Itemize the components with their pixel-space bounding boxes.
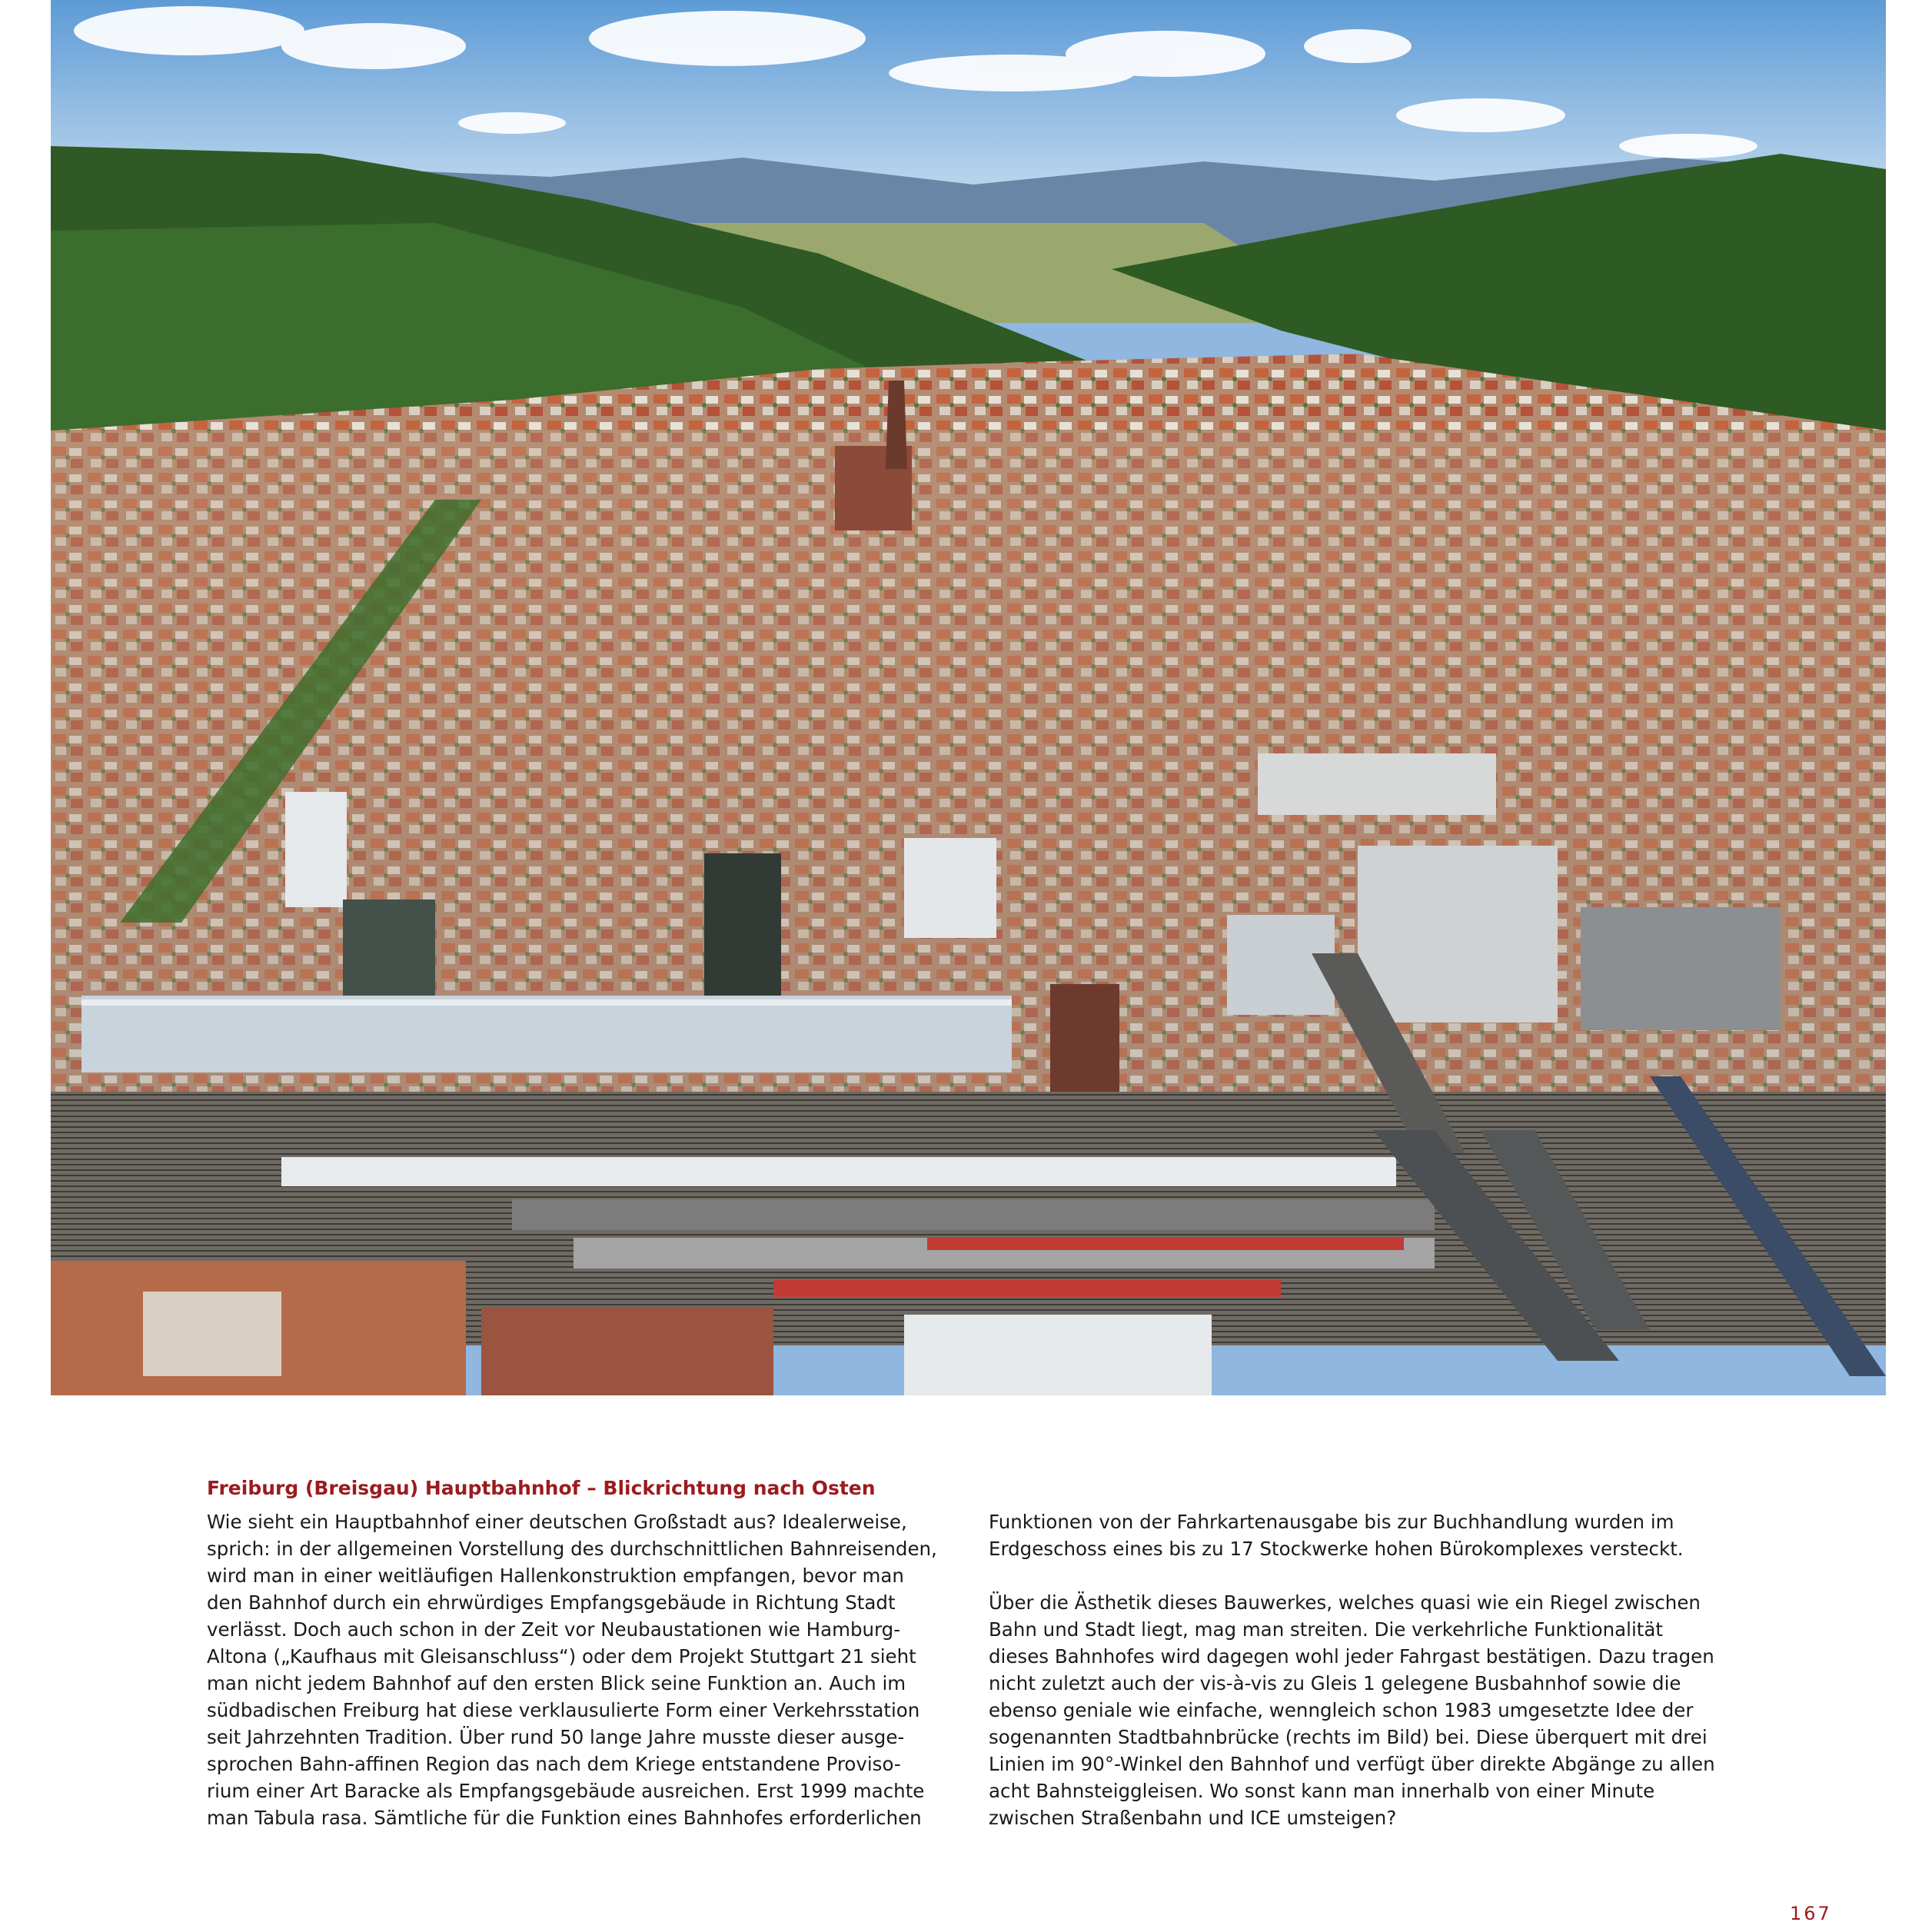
- text-line: Über die Ästhetik dieses Bauwerkes, welches quasi wie ein Riegel zwischen: [989, 1591, 1701, 1614]
- body-text-right-column: [989, 1508, 1727, 1831]
- text-line: rium einer Art Baracke als Empfangsgebäude ausreichen. Erst 1999 machte: [207, 1780, 925, 1802]
- paragraph: [989, 1508, 1727, 1562]
- text-line: acht Bahnsteiggleisen. Wo sonst kann man innerhalb von einer Minute: [989, 1780, 1655, 1802]
- text-line: man Tabula rasa. Sämtliche für die Funktion eines Bahnhofes erforderlichen: [207, 1807, 922, 1829]
- paragraph: [207, 1508, 945, 1831]
- body-text-left-column: [207, 1508, 945, 1831]
- text-line: man nicht jedem Bahnhof auf den ersten Blick seine Funktion an. Auch im: [207, 1672, 906, 1694]
- text-line: verlässt. Doch auch schon in der Zeit vor Neubaustationen wie Hamburg-: [207, 1618, 901, 1641]
- text-line: Erdgeschoss eines bis zu 17 Stockwerke hohen Bürokomplexes versteckt.: [989, 1538, 1684, 1560]
- text-line: südbadischen Freiburg hat diese verklausulierte Form einer Verkehrsstation: [207, 1699, 920, 1721]
- text-line: zwischen Straßenbahn und ICE umsteigen?: [989, 1807, 1397, 1829]
- page-number: 167: [1790, 1903, 1832, 1924]
- text-line: dieses Bahnhofes wird dagegen wohl jeder Fahrgast bestätigen. Dazu tragen: [989, 1645, 1714, 1668]
- text-line: ebenso geniale wie einfache, wenngleich schon 1983 umgesetzte Idee der: [989, 1699, 1694, 1721]
- text-line: sogenannten Stadtbahnbrücke (rechts im Bild) bei. Diese überquert mit drei: [989, 1726, 1708, 1748]
- text-line: nicht zuletzt auch der vis-à-vis zu Gleis 1 gelegene Busbahnhof sowie die: [989, 1672, 1681, 1694]
- paragraph: [989, 1589, 1727, 1831]
- text-line: Wie sieht ein Hauptbahnhof einer deutschen Großstadt aus? Idealerweise,: [207, 1511, 907, 1533]
- text-line: Linien im 90°-Winkel den Bahnhof und verfügt über direkte Abgänge zu allen: [989, 1753, 1715, 1775]
- text-line: seit Jahrzehnten Tradition. Über rund 50 lange Jahre musste dieser ausge-: [207, 1726, 905, 1748]
- photo-caption: Freiburg (Breisgau) Hauptbahnhof – Blickrichtung nach Osten: [207, 1477, 876, 1499]
- text-line: den Bahnhof durch ein ehrwürdiges Empfangsgebäude in Richtung Stadt: [207, 1591, 896, 1614]
- aerial-photo-illustration: [51, 0, 1886, 1395]
- text-line: sprich: in der allgemeinen Vorstellung des durchschnittlichen Bahnreisenden,: [207, 1538, 937, 1560]
- aerial-photo: [51, 0, 1886, 1395]
- text-line: Bahn und Stadt liegt, mag man streiten. Die verkehrliche Funktionalität: [989, 1618, 1663, 1641]
- text-line: sprochen Bahn-affinen Region das nach dem Kriege entstandene Proviso-: [207, 1753, 901, 1775]
- text-line: Funktionen von der Fahrkartenausgabe bis zur Buchhandlung wurden im: [989, 1511, 1674, 1533]
- text-line: Altona („Kaufhaus mit Gleisanschluss“) oder dem Projekt Stuttgart 21 sieht: [207, 1645, 916, 1668]
- text-line: wird man in einer weitläufigen Hallenkonstruktion empfangen, bevor man: [207, 1565, 904, 1587]
